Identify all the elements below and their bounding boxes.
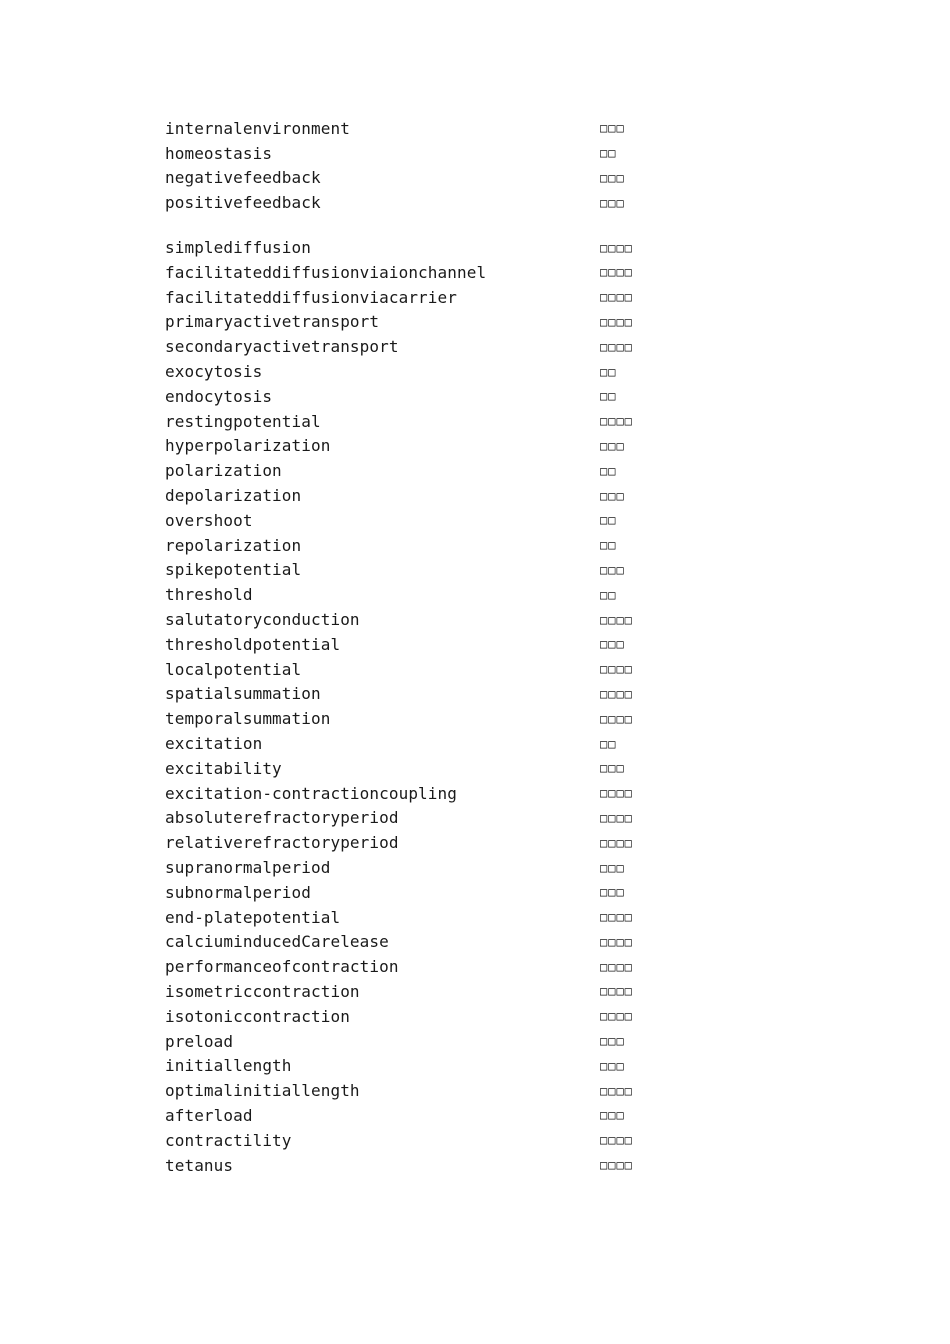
glossary-translation: □□□□ [600,1133,633,1148]
glossary-term: isometriccontraction [165,981,360,1001]
glossary-row [165,880,685,905]
glossary-translation: □□ [600,146,617,161]
glossary-term: facilitateddiffusionviacarrier [165,287,457,307]
glossary-translation: □□□□ [600,1009,633,1024]
glossary-row [165,558,685,583]
glossary-translation: □□ [600,364,617,379]
glossary-term: calciuminducedCarelease [165,932,389,952]
glossary-row [165,190,685,215]
glossary-translation: □□□□ [600,1158,633,1173]
glossary-row [165,806,685,831]
glossary-row [165,1029,685,1054]
glossary-term: excitation-contractioncoupling [165,783,457,803]
glossary-translation: □□ [600,538,617,553]
glossary-row [165,1078,685,1103]
glossary-term: negativefeedback [165,168,321,188]
glossary-row [165,607,685,632]
glossary-row [165,141,685,166]
glossary-translation: □□□□ [600,314,633,329]
glossary-translation: □□ [600,587,617,602]
glossary-term: facilitateddiffusionviaionchannel [165,262,487,282]
glossary-translation: □□□ [600,170,625,185]
glossary-term: exocytosis [165,362,263,382]
glossary-translation: □□□□ [600,290,633,305]
glossary-translation: □□□□ [600,240,633,255]
glossary-term: subnormalperiod [165,882,311,902]
glossary-term: internalenvironment [165,118,350,138]
glossary-row [165,1103,685,1128]
glossary-row [165,166,685,191]
glossary-translation: □□□ [600,488,625,503]
glossary-row [165,285,685,310]
glossary-translation: □□□□ [600,711,633,726]
glossary-translation: □□□□ [600,339,633,354]
glossary-translation: □□□□ [600,810,633,825]
glossary-term: secondaryactivetransport [165,337,399,357]
glossary-term: localpotential [165,659,302,679]
glossary-translation: □□□□ [600,686,633,701]
glossary-row [165,310,685,335]
glossary-row [165,508,685,533]
glossary-translation: □□□ [600,562,625,577]
glossary-row [165,1053,685,1078]
glossary-row [165,384,685,409]
glossary-row [165,682,685,707]
glossary-term: performanceofcontraction [165,957,399,977]
glossary-row [165,434,685,459]
glossary-term: temporalsummation [165,709,331,729]
glossary-term: restingpotential [165,411,321,431]
glossary-row [165,533,685,558]
glossary-row [165,334,685,359]
glossary-translation: □□□ [600,1108,625,1123]
glossary-row [165,1153,685,1178]
glossary-term: depolarization [165,486,302,506]
glossary-translation: □□□ [600,121,625,136]
glossary-translation: □□□□ [600,786,633,801]
glossary-term: repolarization [165,535,302,555]
glossary-row [165,632,685,657]
glossary-row [165,954,685,979]
glossary-row [165,116,685,141]
glossary-translation: □□□□ [600,959,633,974]
glossary-term: primaryactivetransport [165,312,380,332]
glossary-row [165,731,685,756]
glossary-translation: □□□□ [600,910,633,925]
glossary-translation: □□ [600,463,617,478]
glossary-translation: □□□ [600,885,625,900]
glossary-term: absoluterefractoryperiod [165,808,399,828]
glossary-translation: □□□ [600,860,625,875]
glossary-translation: □□ [600,389,617,404]
glossary-row [165,657,685,682]
glossary-translation: □□□ [600,761,625,776]
glossary-row [165,409,685,434]
glossary-term: overshoot [165,510,253,530]
glossary-row [165,979,685,1004]
glossary-row [165,1004,685,1029]
glossary-row [165,1128,685,1153]
glossary-term: excitation [165,734,263,754]
glossary-translation: □□□□ [600,612,633,627]
glossary-term: polarization [165,461,282,481]
glossary-term: positivefeedback [165,193,321,213]
glossary-term: contractility [165,1130,292,1150]
glossary-term: initiallength [165,1056,292,1076]
glossary-term: homeostasis [165,143,273,163]
glossary-row [165,781,685,806]
glossary-term: tetanus [165,1155,234,1175]
glossary-list [165,116,685,1177]
glossary-translation: □□□ [600,195,625,210]
glossary-translation: □□□□ [600,662,633,677]
glossary-term: endocytosis [165,386,273,406]
glossary-term: threshold [165,585,253,605]
glossary-translation: □□□ [600,1058,625,1073]
glossary-row [165,706,685,731]
glossary-row [165,483,685,508]
glossary-row [165,905,685,930]
glossary-term: afterload [165,1105,253,1125]
glossary-translation: □□□□ [600,265,633,280]
glossary-translation: □□□□ [600,1083,633,1098]
glossary-term: optimalinitiallength [165,1081,360,1101]
glossary-row [165,582,685,607]
glossary-row [165,260,685,285]
glossary-term: simplediffusion [165,238,311,258]
glossary-term: relativerefractoryperiod [165,833,399,853]
glossary-translation: □□□□ [600,984,633,999]
glossary-translation: □□□□ [600,835,633,850]
glossary-row [165,930,685,955]
glossary-row [165,830,685,855]
glossary-term: thresholdpotential [165,634,341,654]
glossary-translation: □□□ [600,637,625,652]
glossary-term: spikepotential [165,560,302,580]
glossary-term: end-platepotential [165,907,341,927]
glossary-term: hyperpolarization [165,436,331,456]
glossary-translation: □□□ [600,1034,625,1049]
glossary-term: excitability [165,758,282,778]
glossary-row [165,359,685,384]
glossary-translation: □□ [600,513,617,528]
glossary-term: salutatoryconduction [165,610,360,630]
glossary-translation: □□□□ [600,414,633,429]
glossary-term: preload [165,1031,234,1051]
glossary-term: isotoniccontraction [165,1006,350,1026]
glossary-row [165,855,685,880]
glossary-row [165,756,685,781]
glossary-translation: □□□ [600,438,625,453]
glossary-translation: □□□□ [600,934,633,949]
glossary-row [165,458,685,483]
glossary-term: supranormalperiod [165,858,331,877]
glossary-term: spatialsummation [165,684,321,704]
glossary-row [165,235,685,260]
glossary-translation: □□ [600,736,617,751]
